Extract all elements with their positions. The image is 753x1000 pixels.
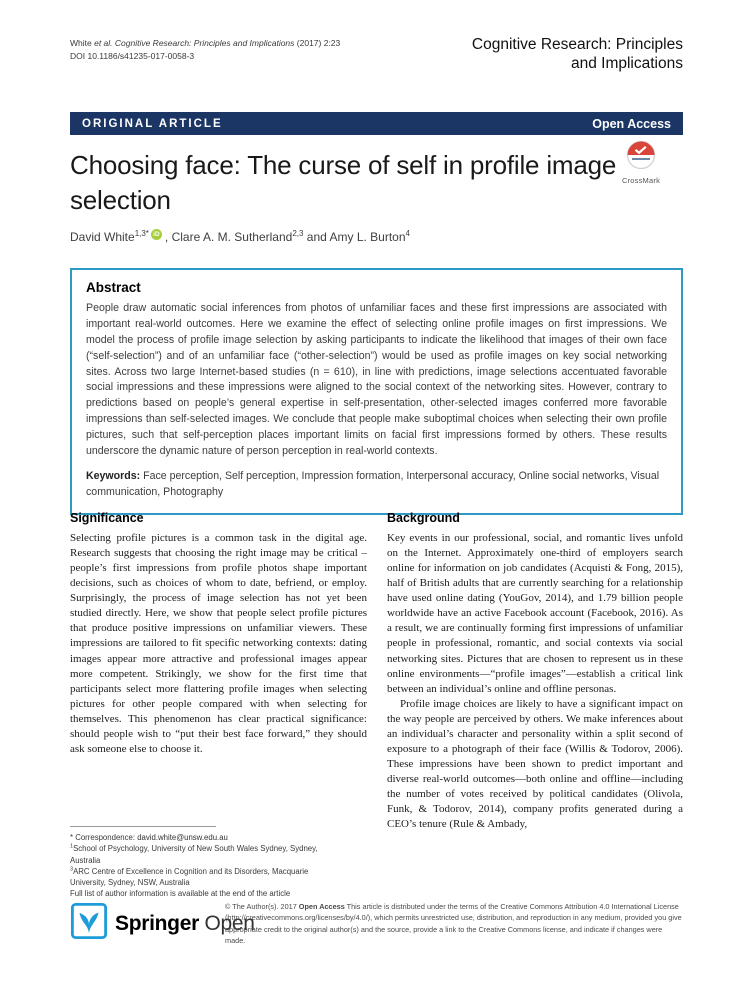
abstract-heading: Abstract — [86, 280, 141, 295]
affiliation-3-text: ARC Centre of Excellence in Cognition and its Disorders, Macquarie University, Sydney, NSW, Australia — [70, 866, 309, 888]
crossmark-label: CrossMark — [621, 176, 661, 185]
orcid-icon[interactable]: iD — [151, 229, 162, 240]
affiliation-3-sup: 3 — [70, 866, 74, 873]
full-list-note: Full list of author information is available at the end of the article — [70, 889, 291, 899]
background-paragraph-2: Profile image choices are likely to have a significant impact on the way people are perceived by others. We make inferences about an individual’s character and personality within a split second of exposure to a photograph of their face (Willis & Todorov, 2006). These impressions have been shown to predict important and diverse real-world outcomes—both online and offline—including the number of votes received by political candidates (Olivola, Funk, & Todorov, 2014), company profits generated during a CEO’s tenure (Rule & Ambady, — [387, 697, 683, 831]
author-sup-2: 2,3 — [292, 229, 304, 238]
logo-text-springer: Springer — [115, 911, 199, 935]
correspondence-email-link[interactable]: david.white@unsw.edu.au — [137, 833, 228, 842]
citation-line — [70, 37, 340, 50]
open-access-label: Open Access — [592, 116, 671, 131]
license-body: This article is distributed under the terms of the Creative Commons Attribution 4.0 International License (http://creativecommons.org/licenses/by/4.0/), which permits unrestricted use, distribution, and reproduction in any medium, provided you give appropriate credit to the original author(s) and the source, provide a link to the Creative Commons license, and indicate if changes were made. — [225, 902, 682, 945]
citation-issue: (2017) 2:23 — [294, 38, 341, 48]
correspondence-label: * Correspondence: — [70, 833, 138, 842]
section-heading-significance: Significance — [70, 511, 144, 525]
keywords-label: Keywords: — [86, 469, 141, 482]
authors-line — [70, 229, 410, 244]
citation-author: White — [70, 38, 95, 48]
abstract-box — [70, 268, 683, 515]
article-type-label: ORIGINAL ARTICLE — [82, 117, 223, 130]
affiliation-1-sup: 1 — [70, 843, 74, 850]
article-title: Choosing face: The curse of self in profile image selection — [70, 150, 617, 216]
author-name-1: David White — [70, 230, 135, 244]
article-type-banner — [70, 112, 683, 135]
citation-journal-italic: et al. Cognitive Research: Principles and Implications — [94, 38, 295, 48]
left-column — [70, 511, 367, 757]
abstract-body: People draw automatic social inferences from photos of unfamiliar faces and these first impressions are associated with important real-world outcomes. Here we examine the effect of selecting online profile images on first impressions. We model the process of profile image selection by asking participants to indicate the likelihood that images of their own face (“self-selection”) and of an unfamiliar face (“other-selection”) would be used as profile images on key social networking sites. Across two large Internet-based studies (n = 610), in line with predictions, image selections accentuated favorable social impressions and these impressions were aligned to the social context of the networking sites. However, contrary to predictions based on people’s general expertise in self-presentation, other-selected images conferred more favorable impressions than self-selected images. We conclude that people make suboptimal choices when selecting their own profile pictures, such that self-perception places important limits on facial first impressions formed by others. These results underscore the dynamic nature of person perception in real-world contexts. — [86, 302, 667, 458]
license-text — [225, 901, 683, 946]
journal-name — [472, 35, 683, 74]
author-sup-1: 1,3* — [134, 229, 149, 238]
license-open-access: Open Access — [298, 902, 345, 911]
citation-block — [70, 37, 340, 63]
right-column — [387, 511, 683, 832]
keywords-list: Face perception, Self perception, Impression formation, Interpersonal accuracy, Online social networks, Visual communication, Photography — [86, 469, 660, 498]
journal-name-line1: Cognitive Research: Principles — [471, 36, 683, 53]
footnote-divider — [70, 826, 216, 827]
affiliation-1-text: School of Psychology, University of New South Wales Sydney, Sydney, Australia — [70, 844, 318, 865]
abstract-keywords — [86, 469, 667, 501]
author-name-2: , Clare A. M. Sutherland — [164, 230, 293, 244]
correspondence-line — [70, 832, 338, 843]
section-heading-background: Background — [387, 511, 460, 525]
significance-paragraph: Selecting profile pictures is a common task in the digital age. Research suggests that choosing the right image may be critical – people’s first impressions from profile photos shape important decisions, such as choices of whom to date, befriend, or employ. Surprisingly, the process of image selection has not yet been studied directly. Here, we show that people select profile pictures that produce positive impressions on unfamiliar viewers. These impressions are tailored to fit specific networking contexts: dating images appear more attractive and professional images appear more competent. Strikingly, we show for the first time that participants select more flattering profile images when selecting pictures for other people compared with when selecting for themselves. This phenomenon has clear practical significance: should people wish to “put their best face forward,” they should ask someone else to choose it. — [70, 532, 367, 755]
journal-name-line2: and Implications — [570, 55, 683, 73]
footer — [70, 898, 683, 960]
doi-line: DOI 10.1186/s41235-017-0058-3 — [70, 51, 195, 62]
crossmark-icon — [626, 157, 656, 174]
author-sup-3: 4 — [405, 229, 410, 238]
affiliation-1 — [70, 843, 338, 866]
affiliation-3 — [70, 866, 338, 889]
logo-text-open: Open — [198, 911, 255, 935]
springer-flower-icon — [70, 902, 108, 945]
author-name-3: and Amy L. Burton — [303, 230, 406, 244]
footnotes-block — [70, 826, 338, 900]
background-paragraph-1: Key events in our professional, social, and romantic lives unfold on the Internet. Approximately one-third of employers search online for information on job candidates (Acquisti & Fong, 2015), half of British adults that are currently searching for a relationship have used online dating (YouGov, 2014), and 1.79 billion people worldwide have an active Facebook account (Facebook, 2016). As a result, we are continually forming first impressions of unfamiliar people in professional, romantic, and social contexts via social networking sites. Pictures that are chosen to represent us in these online environments—“profile images”—establish a critical link between an individual’s online and offline personas. — [387, 532, 683, 695]
license-prefix: © The Author(s). 2017 — [225, 902, 299, 911]
